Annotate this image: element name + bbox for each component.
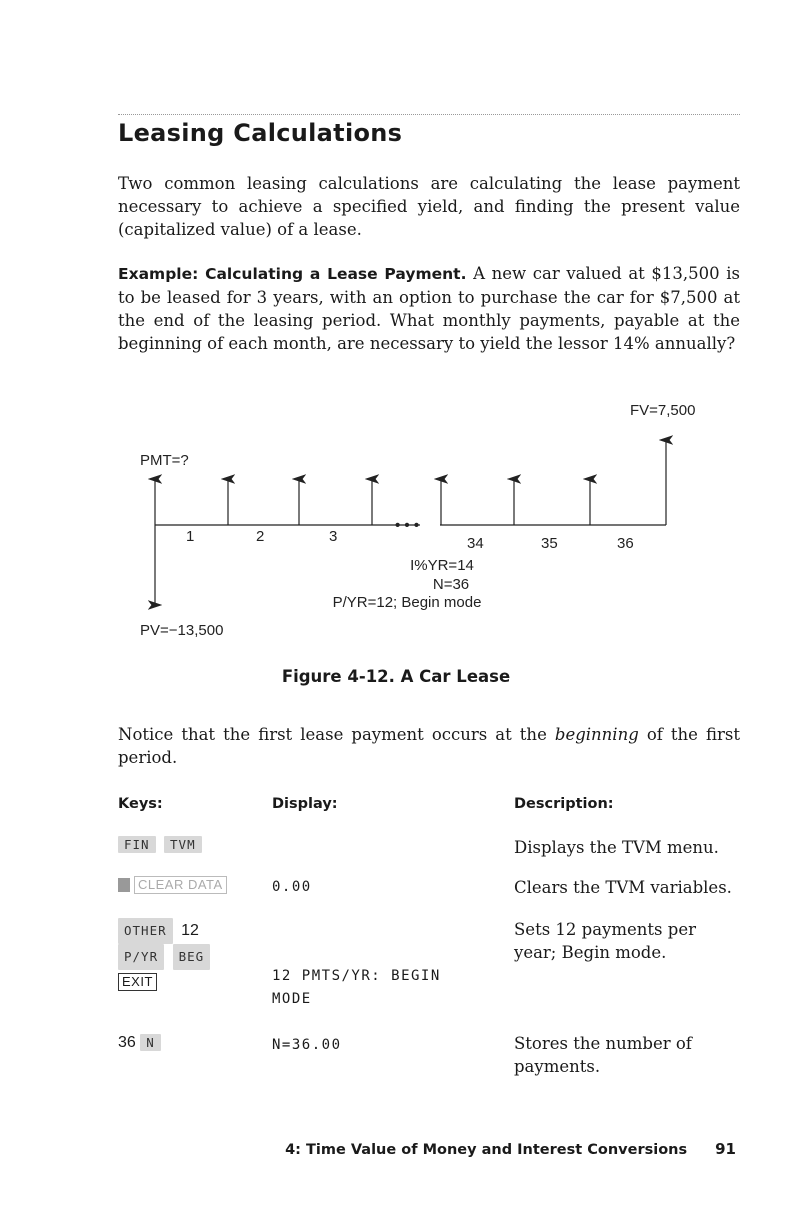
footer-chapter-title: 4: Time Value of Money and Interest Conversions — [285, 1142, 688, 1158]
description-column-header: Description: — [514, 796, 614, 812]
n-key[interactable]: N — [140, 1034, 161, 1051]
period-35: 35 — [541, 535, 558, 552]
param-n: N=36 — [432, 576, 470, 593]
example-text: A new car valued at $13,500 is to be leased for 3 years, with an option to purchase the car for $7,500 at the end of the leasing period. What monthly payments, payable at the beginning of each month, are necessary to yield the lessor 14% annually? — [118, 264, 741, 353]
period-36: 36 — [617, 535, 634, 552]
row-3-display: 12 PMTS/YR: BEGIN MODE — [272, 968, 441, 1007]
other-key[interactable]: OTHER — [118, 918, 173, 944]
row-2-keys — [118, 876, 227, 894]
clear-data-key[interactable]: CLEAR DATA — [134, 876, 227, 894]
shift-key-icon[interactable] — [118, 878, 130, 892]
row-2-display: 0.00 — [272, 879, 312, 895]
ellipsis: • • • — [395, 517, 420, 534]
period-2: 2 — [256, 528, 265, 545]
intro-paragraph: Two common leasing calculations are calculating the lease payment necessary to achieve a specified yield, and finding the present value (capitalized value) of a lease. — [118, 174, 740, 239]
period-3: 3 — [329, 528, 338, 545]
row-4-description: Stores the number of payments. — [514, 1034, 692, 1076]
row-4-keys — [118, 1034, 165, 1052]
header-rule — [118, 114, 740, 115]
fv-label: FV=7,500 — [630, 402, 696, 419]
row-3-description: Sets 12 payments per year; Begin mode. — [514, 920, 696, 962]
row-1-keys — [118, 836, 206, 854]
tvm-key[interactable]: TVM — [164, 836, 202, 853]
row-4-display: N=36.00 — [272, 1037, 342, 1053]
keys-column-header: Keys: — [118, 796, 163, 812]
pyr-key[interactable]: P/YR — [118, 944, 164, 970]
example-paragraph — [118, 262, 740, 355]
example-title: Example: Calculating a Lease Payment. — [118, 265, 467, 283]
entry-36: 36 — [118, 1034, 136, 1051]
page-footer — [285, 1140, 736, 1158]
period-1: 1 — [186, 528, 195, 545]
entry-12: 12 — [181, 922, 199, 939]
row-3-keys — [118, 918, 214, 994]
page-number: 91 — [715, 1140, 736, 1158]
cash-flow-diagram — [100, 395, 760, 645]
param-pyr: P/YR=12; Begin mode — [332, 594, 482, 611]
display-column-header: Display: — [272, 796, 338, 812]
row-2-description: Clears the TVM variables. — [514, 878, 732, 897]
row-1-description: Displays the TVM menu. — [514, 838, 719, 857]
beg-key[interactable]: BEG — [173, 944, 211, 970]
exit-key[interactable]: EXIT — [118, 973, 157, 991]
emphasis-beginning: beginning — [554, 725, 639, 744]
fin-key[interactable]: FIN — [118, 836, 156, 853]
param-interest: I%YR=14 — [410, 557, 474, 574]
notice-paragraph: Notice that the first lease payment occurs at the beginning of the first period. — [118, 725, 740, 767]
pv-label: PV=−13,500 — [140, 622, 224, 639]
pmt-label: PMT=? — [140, 452, 189, 469]
section-heading: Leasing Calculations — [118, 119, 403, 147]
period-34: 34 — [467, 535, 484, 552]
figure-caption: Figure 4-12. A Car Lease — [281, 667, 511, 686]
